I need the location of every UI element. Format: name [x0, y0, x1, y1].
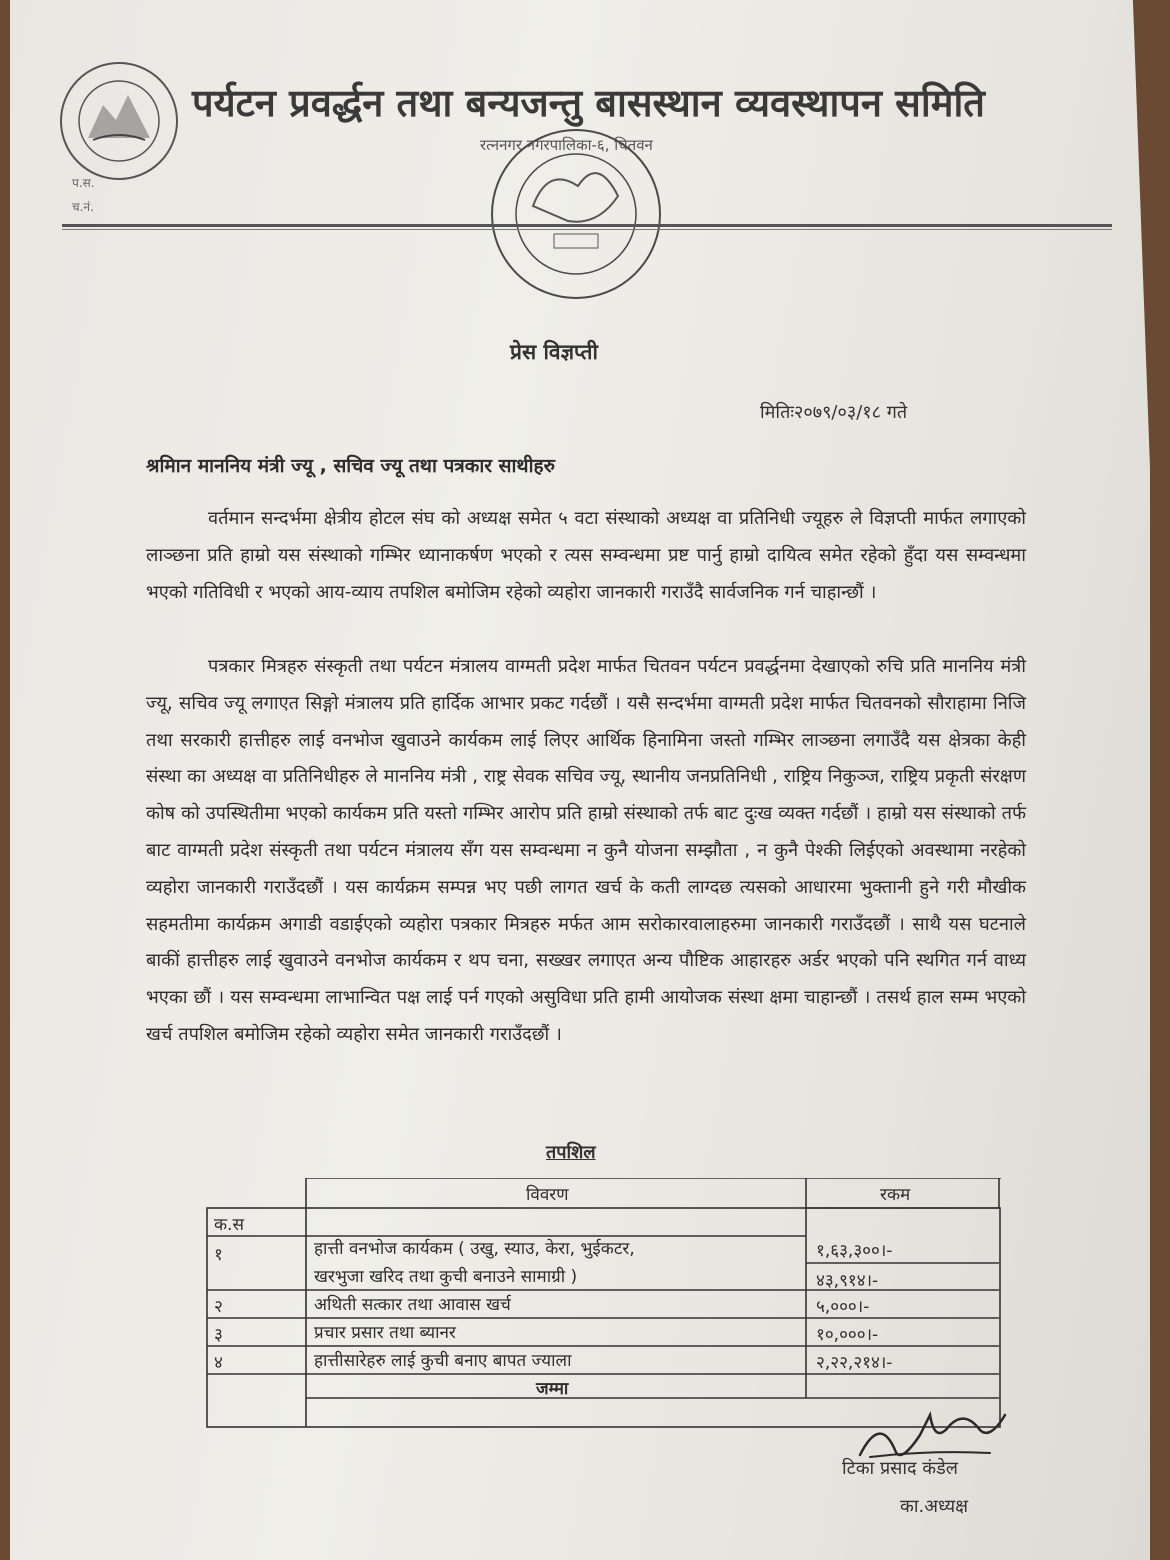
organization-logo-icon [58, 60, 180, 182]
ref-number-label: प.स. [72, 176, 95, 190]
row-4-sn: ४ [214, 1353, 223, 1373]
table-header-amount: रकम [880, 1185, 911, 1205]
office-stamp-icon [488, 126, 664, 302]
row-2-sn: २ [214, 1297, 223, 1317]
expense-table [206, 1178, 1001, 1428]
signatory-name: टिका प्रसाद कंडेल [842, 1458, 958, 1479]
document-heading: प्रेस विज्ञप्ती [510, 340, 598, 364]
row-1-amount-1: १,६३,३००।- [816, 1241, 893, 1261]
salutation: श्रमिान माननिय मंत्री ज्यू , सचिव ज्यू तथा पत्रकार साथीहरु [146, 455, 555, 477]
paragraph-1: वर्तमान सन्दर्भमा क्षेत्रीय होटल संघ को अध्यक्ष समेत ५ वटा संस्थाको अध्यक्ष वा प्रतिनिधी ज्यूहरु ले विज्ञप्ती मार्फत लगाएको लाञ्छना प्रति हाम्रो यस संस्थाको गम्भिर ध्यानाकर्षण भएको र त्यस सम्वन्धमा प्रष्ट पार्नु हाम्रो दायित्व समेत रहेको हुँदा यस सम्वन्धमा भएको गतिविधी र भएको आय-व्याय तपशिल बमोजिम रहेको व्यहोरा जानकारी गराउँदै सार्वजनिक गर्न चाहान्छौं । [146, 508, 1026, 603]
table-title: तपशिल [546, 1142, 596, 1163]
document-date: मितिः२०७९/०३/१८ गते [760, 402, 908, 423]
row-2-amount: ५,०००।- [816, 1297, 870, 1317]
row-1-sn: १ [214, 1245, 223, 1265]
row-3-description: प्रचार प्रसार तथा ब्यानर [314, 1323, 456, 1343]
row-4-amount: २,२२,२१४।- [816, 1353, 893, 1373]
row-3-amount: १०,०००।- [816, 1325, 879, 1345]
dispatch-number-label: च.नं. [72, 200, 94, 214]
total-label: जम्मा [536, 1379, 569, 1399]
paragraph-2: पत्रकार मित्रहरु संस्कृती तथा पर्यटन मंत्रालय वाग्मती प्रदेश मार्फत चितवन पर्यटन प्रवर्द्धनमा देखाएको रुचि प्रति माननिय मंत्री ज्यू, सचिव ज्यू लगाएत सिङ्गो मंत्रालय प्रति हार्दिक आभार प्रकट गर्दछौं । यसै सन्दर्भमा वाग्मती प्रदेश मार्फत चितवनको सौराहामा निजि तथा सरकारी हात्तीहरु लाई वनभोज खुवाउने कार्यकम लाई लिएर आर्थिक हिनामिना जस्तो गम्भिर लाञ्छना लगाउँदै यस क्षेत्रका केही संस्था का अध्यक्ष वा प्रतिनिधीहरु ले माननिय मंत्री , राष्ट्र सेवक सचिव ज्यू, स्थानीय जनप्रतिनिधी , राष्ट्रिय निकुञ्ज, राष्ट्रिय प्रकृती संरक्षण कोष को उपस्थितीमा भएको कार्यकम प्रति यस्तो गम्भिर आरोप प्रति हाम्रो संस्थाको तर्फ बाट दुःख व्यक्त गर्दछौं । हाम्रो यस संस्थाको तर्फ बाट वाग्मती प्रदेश संस्कृती तथा पर्यटन मंत्रालय सँग यस सम्वन्धमा न कुनै योजना सम्झौता , न कुनै पेश्की लिईएको अवस्थामा नरहेको व्यहोरा जानकारी गराउँदछौं । यस कार्यक्रम सम्पन्न भए पछी लागत खर्च के कती लाग्दछ त्यसको आधारमा भुक्तानी हुने गरी मौखीक सहमतीमा कार्यक्रम अगाडी वडाईएको व्यहोरा पत्रकार मित्रहरु मर्फत आम सरोकारवालाहरुमा जानकारी गराउँदछौं । साथै यस घटनाले बाकीं हात्तीहरु लाई खुवाउने वनभोज कार्यकम र थप चना, सख्खर लगाएत अन्य पौष्टिक आहारहरु अर्डर भएको पनि स्थगित गर्न वाध्य भएका छौं । यस सम्वन्धमा लाभान्वित पक्ष लाई पर्न गएको असुविधा प्रति हामी आयोजक संस्था क्षमा चाहान्छौं । तसर्थ हाल सम्म भएको खर्च तपशिल बमोजिम रहेको व्यहोरा समेत जानकारी गराउँदछौं । [146, 656, 1026, 1045]
row-1-amount-2: ४३,९१४।- [816, 1271, 879, 1291]
table-header-sn: क.स [214, 1215, 244, 1235]
header-divider [62, 224, 1112, 230]
row-3-sn: ३ [214, 1325, 223, 1345]
table-header-description: विवरण [526, 1185, 569, 1205]
organization-title: पर्यटन प्रवर्द्धन तथा बन्यजन्तु बासस्थान व्यवस्थापन समिति [192, 81, 985, 125]
row-1-description-line-2: खरभुजा खरिद तथा कुची बनाउने सामाग्री ) [314, 1267, 578, 1287]
row-4-description: हात्तीसारेहरु लाई कुची बनाए बापत ज्याला [314, 1351, 572, 1371]
row-2-description: अथिती सत्कार तथा आवास खर्च [314, 1295, 511, 1315]
row-1-description-line-1: हात्ती वनभोज कार्यकम ( उखु, स्याउ, केरा, भुईकटर, [314, 1239, 635, 1259]
organization-address: रत्ननगर नगरपालिका-६, चितवन [480, 136, 653, 154]
signatory-title: का.अध्यक्ष [900, 1496, 969, 1517]
